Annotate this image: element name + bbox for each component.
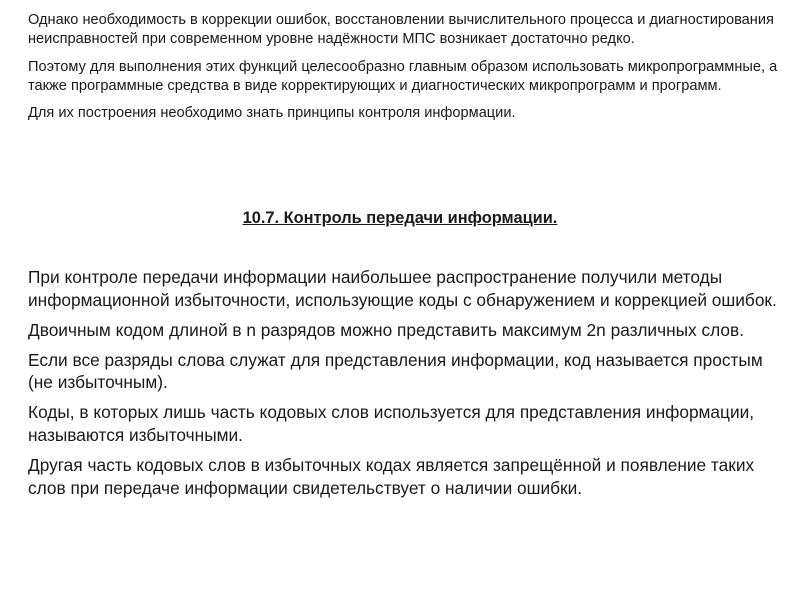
body-paragraph-5: Другая часть кодовых слов в избыточных кодах является запрещённой и появление таких слов при передаче информации свидетельствует о наличии ошибки. (28, 455, 755, 498)
body-paragraph-1: При контроле передачи информации наибольшее распространение получили методы информационной избыточности, использующие коды с обнаружением и коррекцией ошибок. (28, 267, 777, 310)
body-paragraph-2: Двоичным кодом длиной в n разрядов можно представить максимум 2n различных слов. (28, 319, 744, 340)
intro-paragraph-3: Для их построения необходимо знать принципы контроля информации. (28, 105, 516, 122)
section-heading: 10.7. Контроль передачи информации. (242, 209, 558, 227)
intro-paragraph-2: Поэтому для выполнения этих функций целесообразно главным образом использовать микропрограммные, а также программные средства в виде корректирующих и диагностических микропрограмм и программ. (28, 58, 778, 94)
body-paragraph-3: Если все разряды слова служат для представления информации, код называется простым (не избыточным). (28, 349, 763, 393)
body-text-block (28, 266, 780, 507)
intro-paragraph-1: Однако необходимость в коррекции ошибок, восстановлении вычислительного процесса и диагностирования неисправностей при современном уровне надёжности МПС возникает достаточно редко. (28, 12, 774, 48)
intro-text-block (28, 11, 778, 131)
body-paragraph-4: Коды, в которых лишь часть кодовых слов используется для представления информации, называются избыточными. (28, 402, 755, 446)
